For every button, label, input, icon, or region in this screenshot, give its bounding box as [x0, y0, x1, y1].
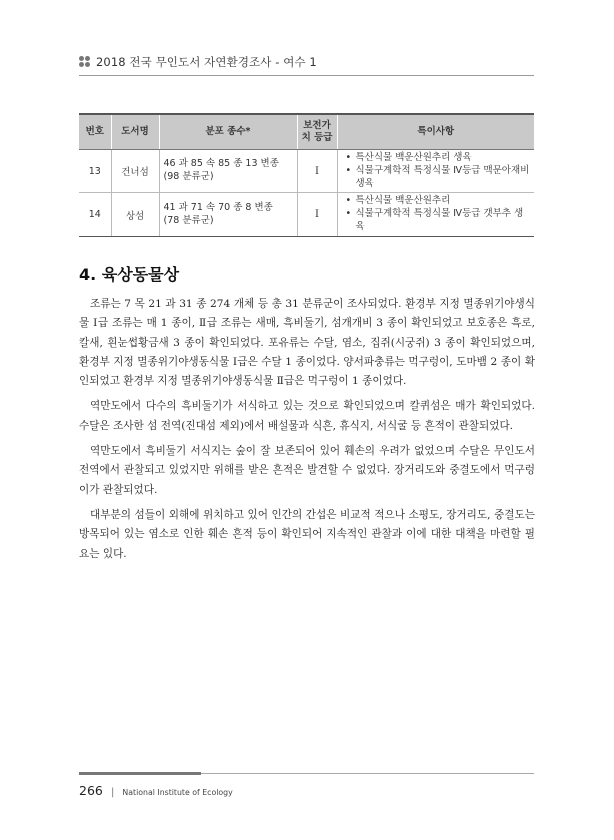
footer-institution: National Institute of Ecology [122, 788, 233, 797]
header-title: 2018 전국 무인도서 자연환경조사 - 여수 1 [96, 55, 317, 69]
row-distribution [159, 150, 297, 193]
body-text [79, 295, 535, 570]
row-island: 건너섬 [111, 150, 159, 193]
row-grade: I [297, 150, 337, 193]
page-number: 266 [79, 783, 103, 798]
row-notes [337, 193, 534, 236]
column-header-notes: 특이사항 [337, 114, 534, 150]
header-dots-icon [79, 56, 91, 68]
note-item: • 식물구계학적 특정식물 Ⅳ등급 갯부추 생육 [356, 208, 531, 234]
footer-rule [201, 773, 534, 774]
header-divider [79, 75, 534, 76]
row-number: 13 [79, 150, 111, 193]
paragraph: 대부분의 섬들이 외해에 위치하고 있어 인간의 간섭은 비교적 적으나 소평도, 장거리도, 중결도는 방목되어 있는 염소로 인한 훼손 흔적 등이 확인되어 지속적인 관찰과 이에 대한 대책을 마련할 필요는 있다. [79, 508, 535, 560]
row-number: 14 [79, 193, 111, 236]
table-header-row [79, 114, 534, 150]
note-item: • 특산식물 백운산원추리 [356, 195, 531, 208]
note-item: • 식물구계학적 특정식물 Ⅳ등급 맥문아재비 생육 [356, 165, 531, 191]
column-header-distribution: 분포 종수* [159, 114, 297, 150]
distribution-taxa: (78 분류군) [163, 214, 214, 226]
running-header [79, 52, 534, 74]
column-header-island: 도서명 [111, 114, 159, 150]
section-heading: 4. 육상동물상 [79, 265, 180, 284]
paragraph: 역만도에서 흑비둘기 서식지는 숲이 잘 보존되어 있어 훼손의 우려가 없었으며 수달은 무인도서 전역에서 관찰되고 있었지만 위해를 받은 흔적은 발견할 수 없었다. 장거리도와 중결도에서 먹구렁이가 관찰되었다. [79, 445, 535, 496]
row-notes [337, 150, 534, 193]
note-item: • 특산식물 백운산원추리 생육 [356, 152, 531, 165]
row-island: 상섬 [111, 193, 159, 236]
distribution-counts: 41 과 71 속 70 종 8 변종 [163, 201, 273, 213]
flora-table [79, 113, 534, 237]
distribution-counts: 46 과 85 속 85 종 13 변종 [163, 158, 279, 170]
table-row [79, 150, 534, 193]
row-distribution [159, 193, 297, 236]
column-header-number: 번호 [79, 114, 111, 150]
paragraph: 조류는 7 목 21 과 31 종 274 개체 등 총 31 분류군이 조사되었다. 환경부 지정 멸종위기야생식물 Ⅰ급 조류는 매 1 종이, Ⅱ급 조류는 새매, 흑비둘기, 섬개개비 3 종이 확인되었고 보호종은 흑로, 칼새, 흰눈썹황금새 3 종이 확인되었다. 포유류는 수달, 염소, 집쥐(시궁쥐) 3 종이 확인되었으며, 환경부 지정 멸종위기야생동식물 Ⅰ급은 수달 1 종이었다. 양서파충류는 먹구렁이, 도마뱀 2 종이 확인되었고 환경부 지정 멸종위기야생동식물 Ⅱ급은 먹구렁이 1 종이었다. [79, 298, 535, 388]
distribution-taxa: (98 분류군) [163, 171, 214, 183]
paragraph: 역만도에서 다수의 흑비둘기가 서식하고 있는 것으로 확인되었으며 칼퀴섬은 매가 확인되었다. 수달은 조사한 섬 전역(진대섬 제외)에서 배설물과 식흔, 휴식지, 서식굴 등 흔적이 관찰되었다. [79, 400, 535, 432]
row-grade: I [297, 193, 337, 236]
footer-rule-accent [79, 772, 201, 775]
page-footer [79, 780, 233, 799]
column-header-grade: 보전가치 등급 [297, 114, 337, 150]
table-row [79, 193, 534, 236]
footer-separator: | [110, 787, 115, 798]
